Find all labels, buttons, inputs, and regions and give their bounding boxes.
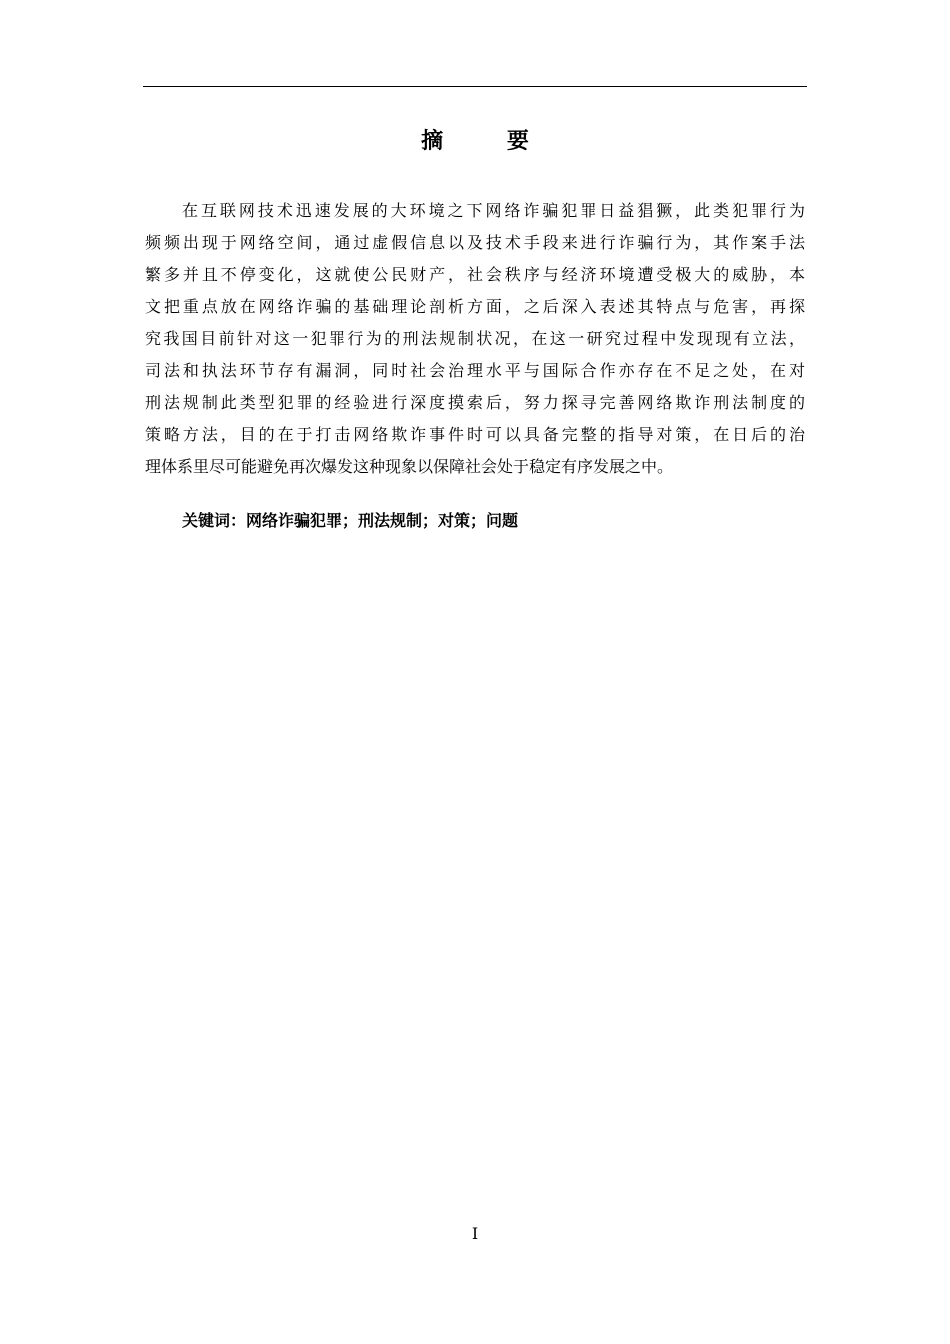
abstract-line: 刑法规制此类型犯罪的经验进行深度摸索后，努力探寻完善网络欺诈刑法制度的 [145, 393, 805, 412]
abstract-line: 究我国目前针对这一犯罪行为的刑法规制状况，在这一研究过程中发现现有立法， [145, 329, 805, 348]
abstract-line: 理体系里尽可能避免再次爆发这种现象以保障社会处于稳定有序发展之中。 [145, 457, 674, 476]
abstract-line: 策略方法，目的在于打击网络欺诈事件时可以具备完整的指导对策，在日后的治 [145, 425, 805, 444]
abstract-body [145, 195, 805, 483]
abstract-line: 在互联网技术迅速发展的大环境之下网络诈骗犯罪日益猖獗，此类犯罪行为 [182, 201, 805, 220]
abstract-line: 文把重点放在网络诈骗的基础理论剖析方面，之后深入表述其特点与危害，再探 [145, 297, 805, 316]
abstract-line: 繁多并且不停变化，这就使公民财产，社会秩序与经济环境遭受极大的威胁，本 [145, 265, 805, 284]
page-title: 摘 要 [421, 129, 557, 154]
abstract-line: 司法和执法环节存有漏洞，同时社会治理水平与国际合作亦存在不足之处，在对 [145, 361, 805, 380]
abstract-line: 频频出现于网络空间，通过虚假信息以及技术手段来进行诈骗行为，其作案手法 [145, 233, 805, 252]
keywords: 关键词：网络诈骗犯罪；刑法规制；对策；问题 [182, 511, 519, 530]
header-rule [143, 86, 807, 87]
page-number: I [471, 1224, 479, 1243]
